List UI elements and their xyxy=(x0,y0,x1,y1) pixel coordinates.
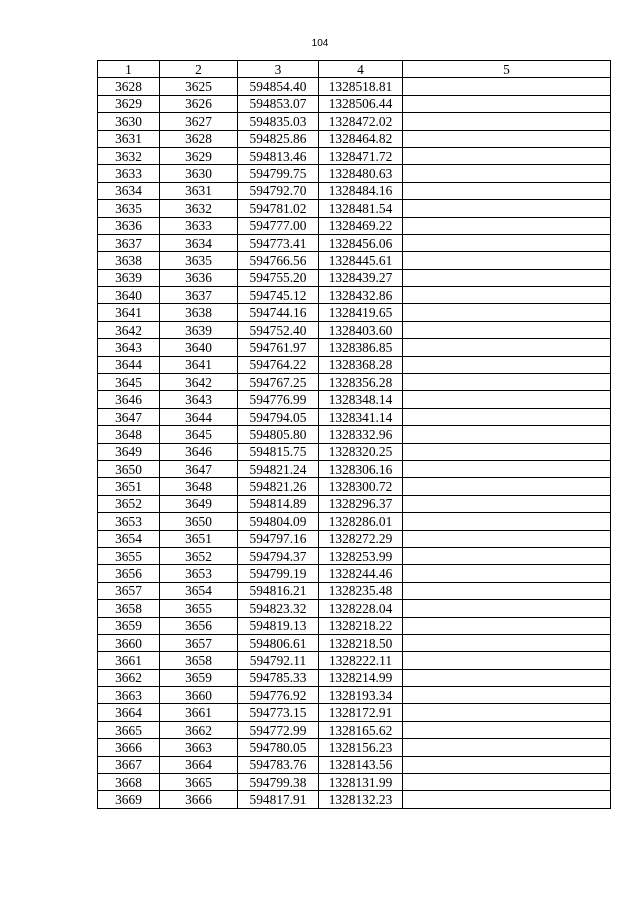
table-cell: 3648 xyxy=(160,478,238,495)
table-cell: 3646 xyxy=(160,443,238,460)
table-cell: 594772.99 xyxy=(238,721,319,738)
table-cell: 3654 xyxy=(98,530,160,547)
table-cell: 3668 xyxy=(98,774,160,791)
table-cell: 1328439.27 xyxy=(319,269,403,286)
table-cell: 3654 xyxy=(160,582,238,599)
table-cell: 3642 xyxy=(98,321,160,338)
table-cell: 3633 xyxy=(98,165,160,182)
table-cell: 3658 xyxy=(160,652,238,669)
table-cell xyxy=(403,530,611,547)
column-header: 2 xyxy=(160,61,238,78)
table-cell: 1328432.86 xyxy=(319,287,403,304)
table-cell: 3656 xyxy=(160,617,238,634)
table-row xyxy=(98,495,611,512)
table-cell: 3637 xyxy=(160,287,238,304)
table-cell: 1328131.99 xyxy=(319,774,403,791)
table-header xyxy=(98,61,611,78)
table-cell: 3627 xyxy=(160,113,238,130)
column-header: 4 xyxy=(319,61,403,78)
table-cell: 3632 xyxy=(160,200,238,217)
table-cell: 594825.86 xyxy=(238,130,319,147)
table-cell: 1328419.65 xyxy=(319,304,403,321)
table-body xyxy=(98,78,611,808)
table-cell: 3626 xyxy=(160,95,238,112)
table-cell: 594794.05 xyxy=(238,408,319,425)
table-cell: 594799.19 xyxy=(238,565,319,582)
table-cell: 3660 xyxy=(160,687,238,704)
table-cell: 3635 xyxy=(160,252,238,269)
table-cell: 1328228.04 xyxy=(319,600,403,617)
table-cell: 3664 xyxy=(160,756,238,773)
table-cell xyxy=(403,495,611,512)
table-cell: 3638 xyxy=(160,304,238,321)
table-cell: 594792.11 xyxy=(238,652,319,669)
table-cell: 3641 xyxy=(98,304,160,321)
table-row xyxy=(98,356,611,373)
table-cell xyxy=(403,339,611,356)
table-cell: 594806.61 xyxy=(238,634,319,651)
table-cell: 1328356.28 xyxy=(319,374,403,391)
table-cell: 3657 xyxy=(98,582,160,599)
table-cell: 594783.76 xyxy=(238,756,319,773)
table-cell: 1328272.29 xyxy=(319,530,403,547)
table-cell: 1328403.60 xyxy=(319,321,403,338)
table-cell: 3648 xyxy=(98,426,160,443)
table-cell: 1328296.37 xyxy=(319,495,403,512)
table-row xyxy=(98,321,611,338)
table-row xyxy=(98,426,611,443)
table-cell xyxy=(403,739,611,756)
table-cell: 594744.16 xyxy=(238,304,319,321)
table-cell xyxy=(403,600,611,617)
table-cell: 594792.70 xyxy=(238,182,319,199)
table-row xyxy=(98,182,611,199)
table-cell: 594781.02 xyxy=(238,200,319,217)
table-cell: 594821.24 xyxy=(238,460,319,477)
table-cell: 3628 xyxy=(98,78,160,95)
table-cell: 594819.13 xyxy=(238,617,319,634)
table-cell: 594767.25 xyxy=(238,374,319,391)
table-cell: 3653 xyxy=(160,565,238,582)
table-row xyxy=(98,565,611,582)
table-cell: 3669 xyxy=(98,791,160,808)
table-cell: 3642 xyxy=(160,374,238,391)
table-row xyxy=(98,234,611,251)
table-cell xyxy=(403,704,611,721)
table-row xyxy=(98,756,611,773)
table-cell: 1328472.02 xyxy=(319,113,403,130)
coordinates-table xyxy=(97,60,611,809)
table-cell: 1328445.61 xyxy=(319,252,403,269)
table-cell: 3632 xyxy=(98,147,160,164)
table-row xyxy=(98,547,611,564)
table-cell xyxy=(403,443,611,460)
table-cell: 1328143.56 xyxy=(319,756,403,773)
table-cell: 594817.91 xyxy=(238,791,319,808)
table-row xyxy=(98,408,611,425)
table-cell: 1328156.23 xyxy=(319,739,403,756)
table-row xyxy=(98,217,611,234)
table-cell: 1328341.14 xyxy=(319,408,403,425)
table-cell: 3634 xyxy=(98,182,160,199)
table-cell: 3651 xyxy=(160,530,238,547)
table-cell: 594785.33 xyxy=(238,669,319,686)
table-cell: 3629 xyxy=(160,147,238,164)
table-cell: 3650 xyxy=(160,513,238,530)
table-cell xyxy=(403,652,611,669)
table-cell: 1328469.22 xyxy=(319,217,403,234)
table-cell: 1328368.28 xyxy=(319,356,403,373)
table-row xyxy=(98,513,611,530)
table-cell: 3652 xyxy=(98,495,160,512)
table-cell xyxy=(403,374,611,391)
table-row xyxy=(98,147,611,164)
table-cell: 3640 xyxy=(98,287,160,304)
table-cell: 594761.97 xyxy=(238,339,319,356)
table-cell xyxy=(403,547,611,564)
table-cell: 3631 xyxy=(160,182,238,199)
table-row xyxy=(98,774,611,791)
table-cell: 594755.20 xyxy=(238,269,319,286)
table-row xyxy=(98,634,611,651)
table-cell xyxy=(403,269,611,286)
table-cell: 3649 xyxy=(98,443,160,460)
table-cell: 3652 xyxy=(160,547,238,564)
table-cell xyxy=(403,391,611,408)
table-cell: 1328222.11 xyxy=(319,652,403,669)
table-cell: 1328456.06 xyxy=(319,234,403,251)
page-number: 104 xyxy=(311,38,329,49)
table-cell: 3645 xyxy=(98,374,160,391)
column-header: 5 xyxy=(403,61,611,78)
table-cell: 3633 xyxy=(160,217,238,234)
table-cell: 3655 xyxy=(98,547,160,564)
table-cell: 594777.00 xyxy=(238,217,319,234)
table-cell: 3657 xyxy=(160,634,238,651)
table-row xyxy=(98,113,611,130)
table-cell: 1328484.16 xyxy=(319,182,403,199)
table-cell: 3628 xyxy=(160,130,238,147)
table-cell xyxy=(403,426,611,443)
table-cell: 1328481.54 xyxy=(319,200,403,217)
table-cell: 594804.09 xyxy=(238,513,319,530)
table-cell: 594745.12 xyxy=(238,287,319,304)
table-cell: 3625 xyxy=(160,78,238,95)
table-cell: 3637 xyxy=(98,234,160,251)
table-cell: 3646 xyxy=(98,391,160,408)
table-cell: 3634 xyxy=(160,234,238,251)
table-cell xyxy=(403,217,611,234)
table-cell: 3647 xyxy=(160,460,238,477)
table-cell: 3660 xyxy=(98,634,160,651)
table-cell xyxy=(403,200,611,217)
table-cell: 3650 xyxy=(98,460,160,477)
table-row xyxy=(98,443,611,460)
table-cell: 1328218.50 xyxy=(319,634,403,651)
table-cell: 3649 xyxy=(160,495,238,512)
table-cell: 3636 xyxy=(160,269,238,286)
table-cell: 594805.80 xyxy=(238,426,319,443)
table-cell: 3647 xyxy=(98,408,160,425)
table-cell: 1328518.81 xyxy=(319,78,403,95)
table-cell: 594835.03 xyxy=(238,113,319,130)
table-cell: 3630 xyxy=(98,113,160,130)
table-cell: 3666 xyxy=(98,739,160,756)
table-row xyxy=(98,130,611,147)
table-cell: 594752.40 xyxy=(238,321,319,338)
table-cell: 1328165.62 xyxy=(319,721,403,738)
table-row xyxy=(98,617,611,634)
table-cell: 3635 xyxy=(98,200,160,217)
table-cell: 3662 xyxy=(160,721,238,738)
table-cell: 3663 xyxy=(160,739,238,756)
table-cell xyxy=(403,234,611,251)
table-cell: 3643 xyxy=(160,391,238,408)
table-cell: 594799.38 xyxy=(238,774,319,791)
table-row xyxy=(98,339,611,356)
table-cell: 3639 xyxy=(98,269,160,286)
table-cell: 3644 xyxy=(98,356,160,373)
table-cell: 594773.15 xyxy=(238,704,319,721)
table-row xyxy=(98,530,611,547)
table-cell: 3639 xyxy=(160,321,238,338)
table-cell: 1328348.14 xyxy=(319,391,403,408)
table-cell xyxy=(403,304,611,321)
table-cell xyxy=(403,565,611,582)
table-cell xyxy=(403,513,611,530)
table-cell xyxy=(403,460,611,477)
table-cell: 1328320.25 xyxy=(319,443,403,460)
table-row xyxy=(98,582,611,599)
table-row xyxy=(98,252,611,269)
table-cell: 594776.99 xyxy=(238,391,319,408)
table-cell: 3656 xyxy=(98,565,160,582)
table-cell: 1328172.91 xyxy=(319,704,403,721)
column-header: 3 xyxy=(238,61,319,78)
table-cell: 3665 xyxy=(160,774,238,791)
table-row xyxy=(98,200,611,217)
table-cell: 3665 xyxy=(98,721,160,738)
table-cell: 1328300.72 xyxy=(319,478,403,495)
table-cell: 3651 xyxy=(98,478,160,495)
table-row xyxy=(98,95,611,112)
table-cell: 594780.05 xyxy=(238,739,319,756)
table-cell: 1328480.63 xyxy=(319,165,403,182)
table-cell: 3666 xyxy=(160,791,238,808)
table-row xyxy=(98,600,611,617)
table-cell xyxy=(403,165,611,182)
table-cell: 3631 xyxy=(98,130,160,147)
table-cell xyxy=(403,721,611,738)
table-cell: 3655 xyxy=(160,600,238,617)
table-cell: 3664 xyxy=(98,704,160,721)
table-cell xyxy=(403,687,611,704)
table-cell: 1328306.16 xyxy=(319,460,403,477)
table-cell: 3658 xyxy=(98,600,160,617)
table-row xyxy=(98,269,611,286)
table-cell xyxy=(403,634,611,651)
table-cell: 3645 xyxy=(160,426,238,443)
table-cell: 1328464.82 xyxy=(319,130,403,147)
table-row xyxy=(98,739,611,756)
table-row xyxy=(98,460,611,477)
table-cell: 1328386.85 xyxy=(319,339,403,356)
table-cell: 1328132.23 xyxy=(319,791,403,808)
table-row xyxy=(98,652,611,669)
table-cell: 3659 xyxy=(98,617,160,634)
table-cell: 1328193.34 xyxy=(319,687,403,704)
table-cell: 594797.16 xyxy=(238,530,319,547)
table-cell: 594815.75 xyxy=(238,443,319,460)
table-cell: 3640 xyxy=(160,339,238,356)
table-cell xyxy=(403,408,611,425)
table-cell: 1328244.46 xyxy=(319,565,403,582)
table-cell: 594823.32 xyxy=(238,600,319,617)
table-row xyxy=(98,304,611,321)
table-cell: 3659 xyxy=(160,669,238,686)
table-cell: 1328218.22 xyxy=(319,617,403,634)
table-cell: 3653 xyxy=(98,513,160,530)
table-row xyxy=(98,478,611,495)
table-cell: 594853.07 xyxy=(238,95,319,112)
table-cell: 594814.89 xyxy=(238,495,319,512)
table-cell: 1328332.96 xyxy=(319,426,403,443)
table-cell xyxy=(403,95,611,112)
table-cell: 594776.92 xyxy=(238,687,319,704)
table-cell: 3661 xyxy=(98,652,160,669)
table-cell xyxy=(403,791,611,808)
table-cell: 1328286.01 xyxy=(319,513,403,530)
table-cell xyxy=(403,478,611,495)
table-row xyxy=(98,287,611,304)
table-cell xyxy=(403,147,611,164)
header-row xyxy=(98,61,611,78)
table-cell xyxy=(403,756,611,773)
table-cell: 594821.26 xyxy=(238,478,319,495)
table-cell xyxy=(403,356,611,373)
table-row xyxy=(98,791,611,808)
table-cell xyxy=(403,287,611,304)
table-cell: 594799.75 xyxy=(238,165,319,182)
table-row xyxy=(98,374,611,391)
table-cell: 1328214.99 xyxy=(319,669,403,686)
table-cell: 3663 xyxy=(98,687,160,704)
table-cell: 594773.41 xyxy=(238,234,319,251)
table-cell: 594794.37 xyxy=(238,547,319,564)
table-cell: 1328506.44 xyxy=(319,95,403,112)
table-cell: 3641 xyxy=(160,356,238,373)
table-cell: 594813.46 xyxy=(238,147,319,164)
table-cell: 1328235.48 xyxy=(319,582,403,599)
table-cell xyxy=(403,774,611,791)
table-row xyxy=(98,78,611,95)
table-cell xyxy=(403,252,611,269)
table-row xyxy=(98,669,611,686)
table-row xyxy=(98,687,611,704)
table-cell: 3667 xyxy=(98,756,160,773)
table-cell: 1328471.72 xyxy=(319,147,403,164)
table-cell: 3643 xyxy=(98,339,160,356)
table-cell: 3661 xyxy=(160,704,238,721)
table-cell: 594764.22 xyxy=(238,356,319,373)
table-cell: 594816.21 xyxy=(238,582,319,599)
table-row xyxy=(98,165,611,182)
table-cell: 3629 xyxy=(98,95,160,112)
table-cell xyxy=(403,130,611,147)
table-cell: 3638 xyxy=(98,252,160,269)
table-cell: 3630 xyxy=(160,165,238,182)
column-header: 1 xyxy=(98,61,160,78)
table-cell: 3636 xyxy=(98,217,160,234)
table-cell: 594854.40 xyxy=(238,78,319,95)
table-cell xyxy=(403,669,611,686)
table-cell xyxy=(403,582,611,599)
table-cell xyxy=(403,78,611,95)
table-cell xyxy=(403,617,611,634)
table-cell xyxy=(403,321,611,338)
table-cell: 3662 xyxy=(98,669,160,686)
table-row xyxy=(98,704,611,721)
table-cell xyxy=(403,113,611,130)
table-cell xyxy=(403,182,611,199)
table-row xyxy=(98,391,611,408)
table-cell: 594766.56 xyxy=(238,252,319,269)
table-cell: 1328253.99 xyxy=(319,547,403,564)
table-row xyxy=(98,721,611,738)
table-cell: 3644 xyxy=(160,408,238,425)
